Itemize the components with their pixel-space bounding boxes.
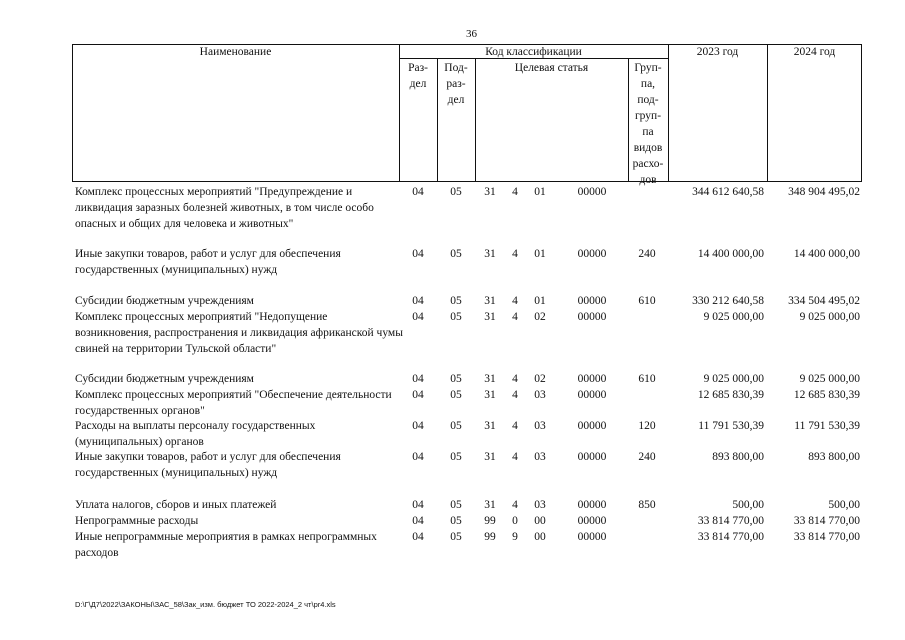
header-2024: 2024 год (793, 46, 836, 58)
row-2024: 893 800,00 (808, 451, 860, 463)
page-number: 36 (466, 28, 477, 40)
row-section: 04 (412, 311, 424, 323)
row-target-4: 00000 (577, 186, 607, 198)
header-divider (475, 58, 476, 182)
row-target-2: 4 (512, 499, 518, 511)
header-target: Целевая статья (514, 62, 589, 74)
row-name: Иные закупки товаров, работ и услуг для обеспечения государственных (муниципальных) нужд (75, 451, 341, 479)
row-subsection: 05 (450, 499, 462, 511)
row-target-4: 00000 (577, 248, 607, 260)
row-target-3: 02 (534, 373, 546, 385)
row-target-1: 31 (484, 186, 496, 198)
row-section: 04 (412, 186, 424, 198)
header-divider (437, 58, 438, 182)
row-target-2: 4 (512, 186, 518, 198)
row-target-4: 00000 (577, 311, 607, 323)
row-2023: 9 025 000,00 (703, 311, 764, 323)
row-2024: 9 025 000,00 (799, 311, 860, 323)
row-target-1: 31 (484, 420, 496, 432)
row-target-1: 99 (484, 531, 496, 543)
header-divider (399, 44, 400, 182)
row-target-4: 00000 (577, 373, 607, 385)
row-target-2: 4 (512, 451, 518, 463)
row-subsection: 05 (450, 373, 462, 385)
row-target-1: 31 (484, 311, 496, 323)
row-2024: 33 814 770,00 (793, 515, 860, 527)
row-target-3: 01 (534, 248, 546, 260)
row-section: 04 (412, 499, 424, 511)
row-2023: 14 400 000,00 (697, 248, 764, 260)
row-name: Комплекс процессных мероприятий "Обеспечение деятельности государственных органов" (75, 389, 392, 417)
header-divider (767, 44, 768, 182)
row-target-4: 00000 (577, 389, 607, 401)
row-name: Комплекс процессных мероприятий "Недопущение возникновения, распространения и ликвидация африканской чумы свиней на территории Тульской области" (75, 311, 403, 355)
row-section: 04 (412, 248, 424, 260)
row-section: 04 (412, 420, 424, 432)
row-target-4: 00000 (577, 515, 607, 527)
row-2024: 14 400 000,00 (793, 248, 860, 260)
row-subsection: 05 (450, 295, 462, 307)
row-target-2: 4 (512, 420, 518, 432)
row-subsection: 05 (450, 531, 462, 543)
row-2024: 9 025 000,00 (799, 373, 860, 385)
row-name: Уплата налогов, сборов и иных платежей (75, 499, 277, 511)
row-section: 04 (412, 531, 424, 543)
row-target-1: 99 (484, 515, 496, 527)
row-2024: 33 814 770,00 (793, 531, 860, 543)
row-group: 240 (638, 248, 656, 260)
row-name: Иные непрограммные мероприятия в рамках непрограммных расходов (75, 531, 377, 559)
row-2023: 33 814 770,00 (697, 531, 764, 543)
header-group: Груп- па, под- груп- па видов расхо- дов (632, 62, 664, 186)
row-name: Непрограммные расходы (75, 515, 199, 527)
row-section: 04 (412, 373, 424, 385)
row-2024: 11 791 530,39 (794, 420, 860, 432)
row-target-2: 9 (512, 531, 518, 543)
row-target-3: 03 (534, 389, 546, 401)
row-target-3: 03 (534, 420, 546, 432)
row-subsection: 05 (450, 186, 462, 198)
row-group: 610 (638, 373, 656, 385)
row-section: 04 (412, 295, 424, 307)
header-name: Наименование (199, 46, 272, 58)
row-2024: 334 504 495,02 (788, 295, 860, 307)
row-subsection: 05 (450, 311, 462, 323)
row-2023: 11 791 530,39 (698, 420, 764, 432)
row-name: Иные закупки товаров, работ и услуг для обеспечения государственных (муниципальных) нужд (75, 248, 341, 276)
row-target-3: 00 (534, 531, 546, 543)
header-2023: 2023 год (696, 46, 739, 58)
row-target-2: 4 (512, 311, 518, 323)
row-2023: 9 025 000,00 (703, 373, 764, 385)
row-2024: 12 685 830,39 (793, 389, 860, 401)
row-name: Субсидии бюджетным учреждениям (75, 373, 254, 385)
row-group: 240 (638, 451, 656, 463)
row-target-4: 00000 (577, 499, 607, 511)
row-subsection: 05 (450, 389, 462, 401)
row-2023: 330 212 640,58 (692, 295, 764, 307)
row-2024: 500,00 (828, 499, 860, 511)
row-target-3: 03 (534, 499, 546, 511)
file-path-footer: D:\Г\Д7\2022\ЗАКОНЫ\ЗАС_58\Зак_изм. бюджет ТО 2022-2024_2 чт\pr4.xls (75, 600, 336, 609)
row-section: 04 (412, 451, 424, 463)
row-target-1: 31 (484, 295, 496, 307)
row-subsection: 05 (450, 515, 462, 527)
row-group: 610 (638, 295, 656, 307)
row-target-2: 4 (512, 389, 518, 401)
row-2024: 348 904 495,02 (788, 186, 860, 198)
row-2023: 33 814 770,00 (697, 515, 764, 527)
row-2023: 893 800,00 (712, 451, 764, 463)
header-code: Код классификации (485, 46, 582, 58)
row-target-1: 31 (484, 248, 496, 260)
header-divider (628, 58, 629, 182)
row-name: Расходы на выплаты персоналу государственных (муниципальных) органов (75, 420, 316, 448)
header-subsection: Под- раз- дел (444, 62, 468, 106)
row-target-4: 00000 (577, 295, 607, 307)
row-target-3: 01 (534, 295, 546, 307)
row-target-4: 00000 (577, 451, 607, 463)
row-target-1: 31 (484, 451, 496, 463)
row-subsection: 05 (450, 420, 462, 432)
row-name: Комплекс процессных мероприятий "Предупреждение и ликвидация заразных болезней животных, в том числе особо опасных и общих для человека и животных" (75, 186, 374, 230)
row-section: 04 (412, 389, 424, 401)
row-target-2: 4 (512, 248, 518, 260)
row-2023: 344 612 640,58 (692, 186, 764, 198)
row-target-4: 00000 (577, 420, 607, 432)
row-name: Субсидии бюджетным учреждениям (75, 295, 254, 307)
row-section: 04 (412, 515, 424, 527)
row-2023: 12 685 830,39 (697, 389, 764, 401)
row-group: 850 (638, 499, 656, 511)
row-subsection: 05 (450, 248, 462, 260)
row-target-2: 0 (512, 515, 518, 527)
row-target-1: 31 (484, 373, 496, 385)
row-target-2: 4 (512, 295, 518, 307)
row-target-3: 03 (534, 451, 546, 463)
row-target-1: 31 (484, 389, 496, 401)
row-target-1: 31 (484, 499, 496, 511)
row-2023: 500,00 (732, 499, 764, 511)
row-target-4: 00000 (577, 531, 607, 543)
row-group: 120 (638, 420, 656, 432)
row-target-2: 4 (512, 373, 518, 385)
row-subsection: 05 (450, 451, 462, 463)
header-section: Раз- дел (408, 62, 428, 90)
header-divider (668, 44, 669, 182)
row-target-3: 02 (534, 311, 546, 323)
row-target-3: 01 (534, 186, 546, 198)
row-target-3: 00 (534, 515, 546, 527)
